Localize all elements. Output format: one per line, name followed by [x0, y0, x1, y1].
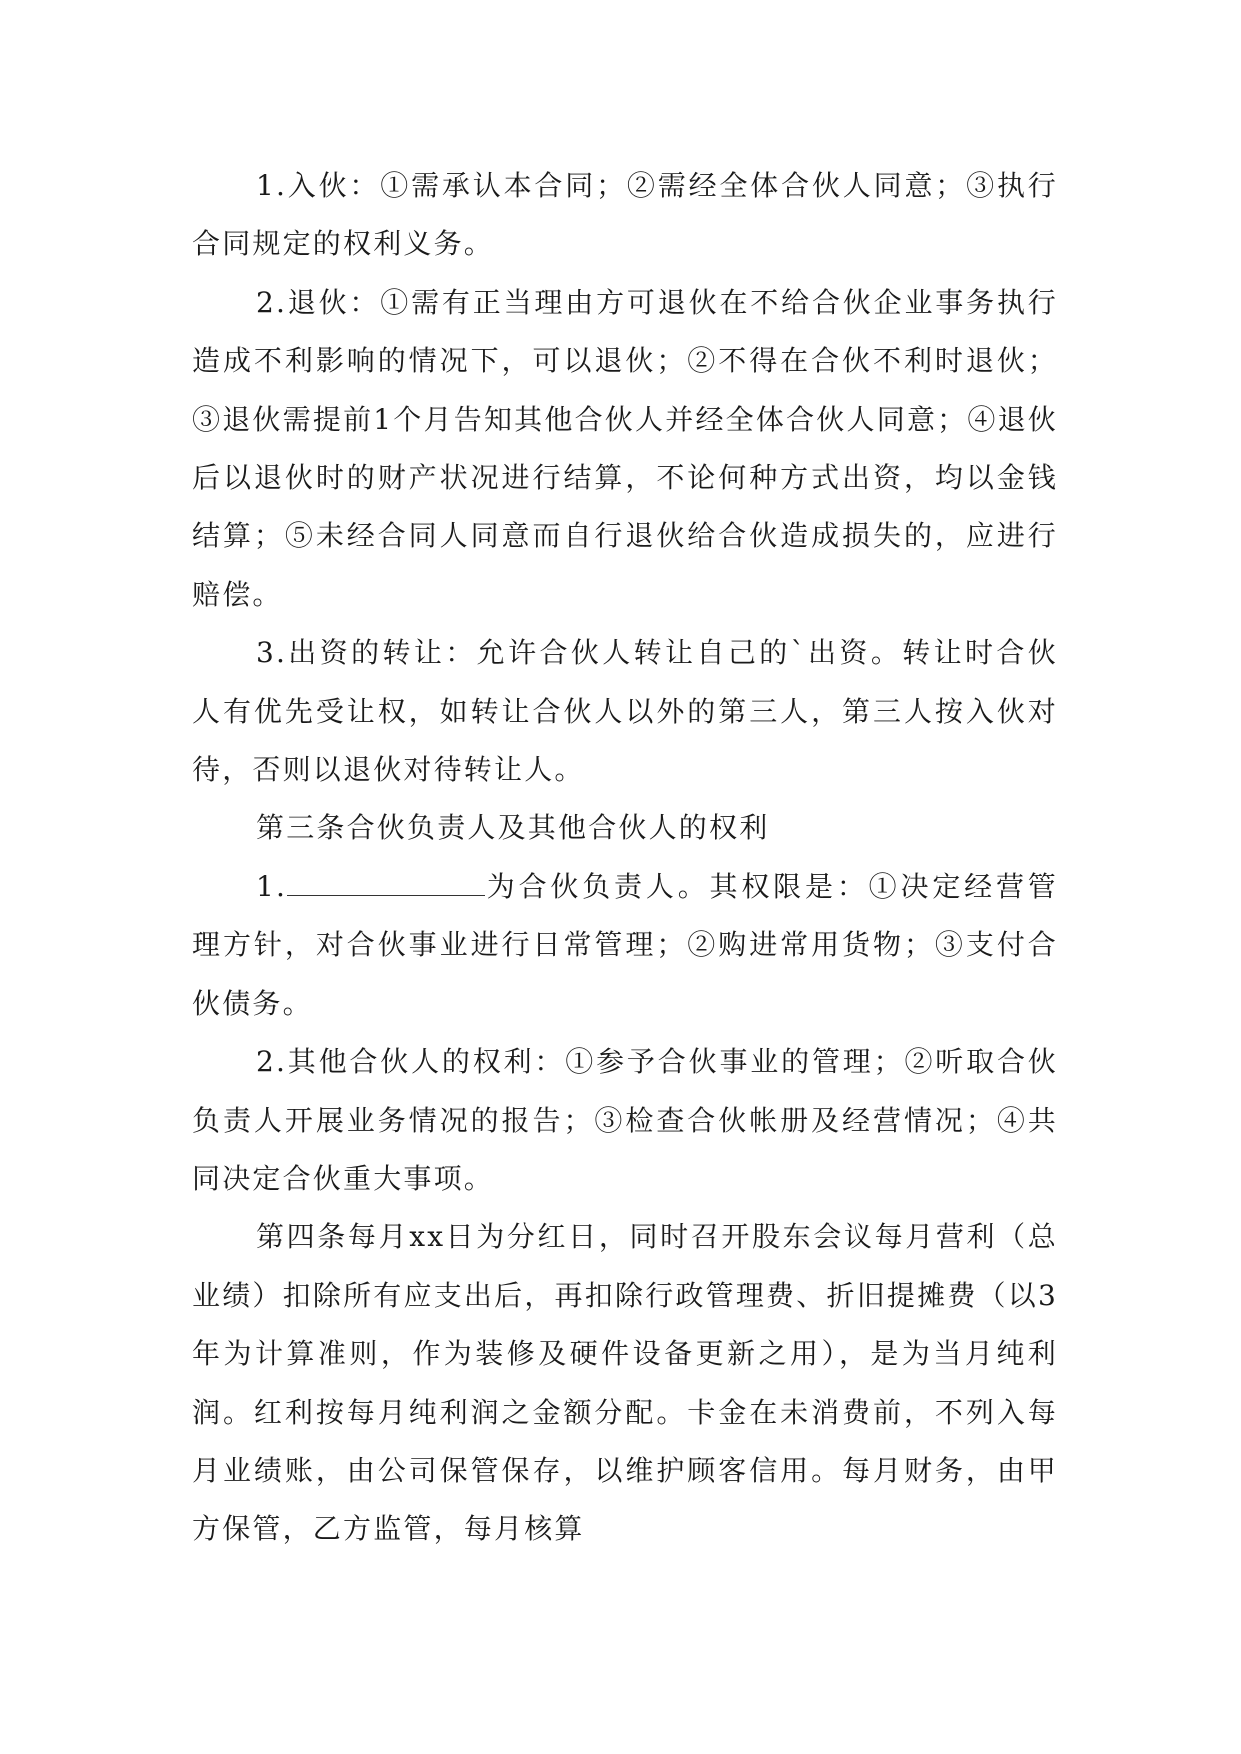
fill-in-blank[interactable]	[287, 869, 485, 896]
paragraph-joining: 1.入伙：①需承认本合同；②需经全体合伙人同意；③执行合同规定的权利义务。	[192, 169, 1058, 261]
section-heading-article-3: 第三条合伙负责人及其他合伙人的权利	[256, 811, 770, 845]
paragraph-other-partner-rights: 2.其他合伙人的权利：①参予合伙事业的管理；②听取合伙负责人开展业务情况的报告；③检查合伙帐册及经营情况；④共同决定合伙重大事项。	[192, 1045, 1058, 1195]
clause-prefix: 1.	[256, 869, 288, 903]
paragraph-responsible-partner	[192, 858, 1058, 1033]
clause-text: 为合伙负责人。其权限是：①决定经营管理方针，对合伙事业进行日常管理；②购进常用货物；③支付合伙债务。	[192, 869, 1058, 1020]
paragraph-article-4-dividends: 第四条每月xx日为分红日，同时召开股东会议每月营利（总业绩）扣除所有应支出后，再扣除行政管理费、折旧提摊费（以3年为计算准则，作为装修及硬件设备更新之用），是为当月纯利润。红利按每月纯利润之金额分配。卡金在未消费前，不列入每月业绩账，由公司保管保存，以维护顾客信用。每月财务，由甲方保管，乙方监管，每月核算	[192, 1220, 1058, 1546]
paragraph-withdrawal: 2.退伙：①需有正当理由方可退伙在不给合伙企业事务执行造成不利影响的情况下，可以退伙；②不得在合伙不利时退伙；③退伙需提前1个月告知其他合伙人并经全体合伙人同意；④退伙后以退伙时的财产状况进行结算，不论何种方式出资，均以金钱结算；⑤未经合同人同意而自行退伙给合伙造成损失的，应进行赔偿。	[192, 285, 1058, 611]
paragraph-capital-transfer: 3.出资的转让：允许合伙人转让自己的`出资。转让时合伙人有优先受让权，如转让合伙人以外的第三人，第三人按入伙对待，否则以退伙对待转让人。	[192, 636, 1058, 787]
document-page	[192, 157, 1058, 1559]
